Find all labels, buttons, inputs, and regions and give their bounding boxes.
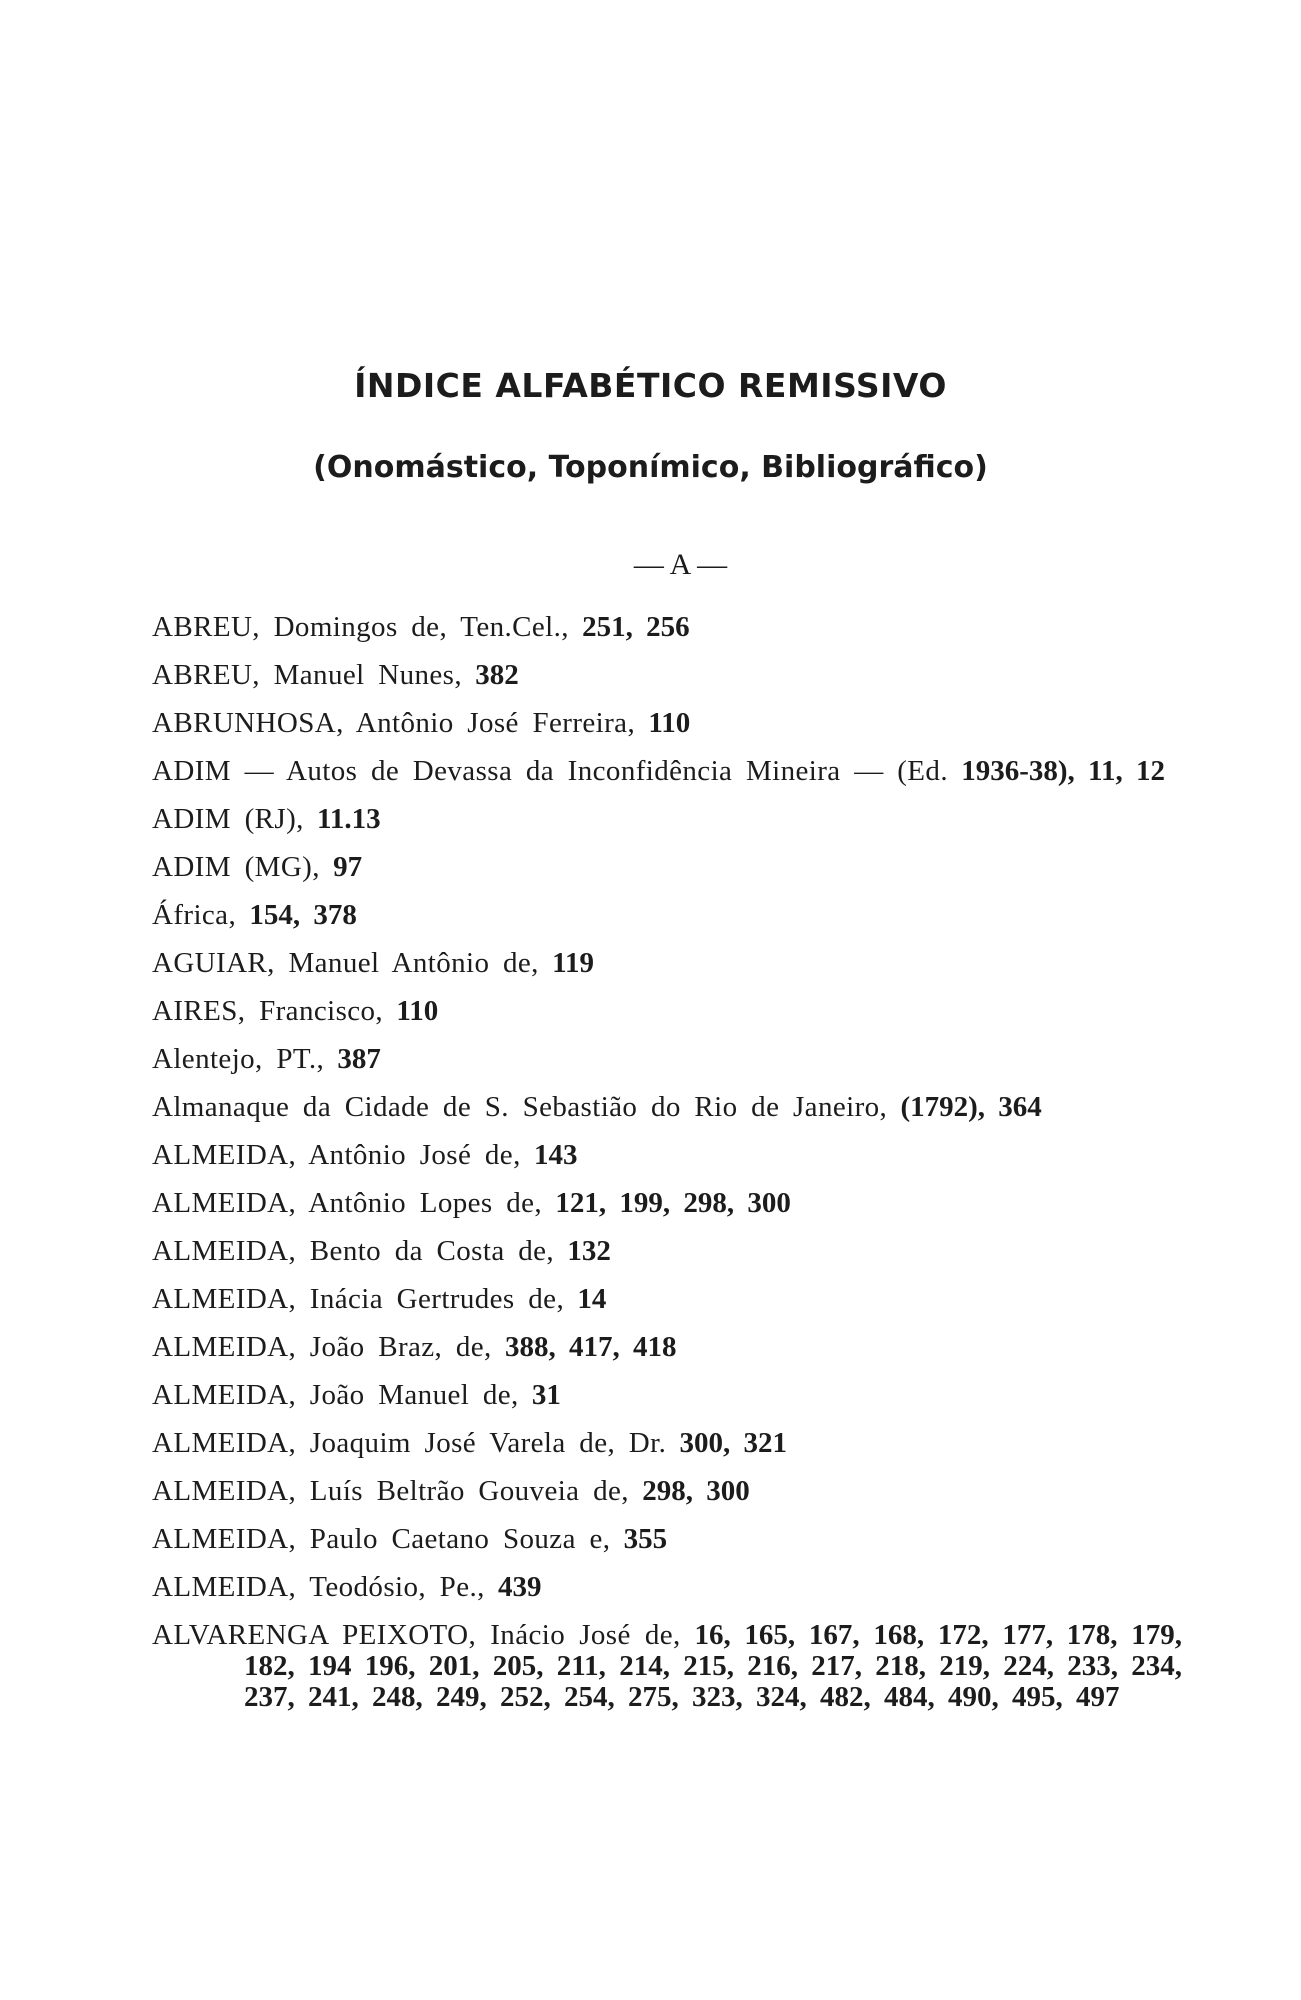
entry-refs: 110 xyxy=(648,707,691,739)
entry-name: ALMEIDA, Luís Beltrão Gouveia de, xyxy=(152,1475,629,1507)
entry-refs: 119 xyxy=(552,947,594,979)
index-entry xyxy=(152,756,1182,787)
entry-name: ABRUNHOSA, Antônio José Ferreira, xyxy=(152,707,636,739)
entry-refs: 154, 378 xyxy=(249,899,357,931)
entry-refs: 388, 417, 418 xyxy=(504,1331,677,1363)
entry-refs: 31 xyxy=(531,1379,561,1411)
section-letter: — A — xyxy=(633,548,728,581)
entry-name: ADIM (MG), xyxy=(152,851,320,883)
entry-name: ALMEIDA, Joaquim José Varela de, Dr. xyxy=(152,1427,667,1459)
index-entry xyxy=(152,1620,1182,1713)
entry-name: ALMEIDA, Antônio José de, xyxy=(152,1139,521,1171)
entry-name: ALMEIDA, Antônio Lopes de, xyxy=(152,1187,543,1219)
entry-refs: 143 xyxy=(533,1139,578,1171)
entry-name: Almanaque da Cidade de S. Sebastião do Rio de Janeiro, xyxy=(152,1091,888,1123)
entry-name: ALMEIDA, João Manuel de, xyxy=(152,1379,519,1411)
entry-name: Alentejo, PT., xyxy=(152,1043,325,1075)
entry-refs: 387 xyxy=(337,1043,381,1075)
entry-refs: (1792), 364 xyxy=(900,1091,1042,1123)
entry-name: ALMEIDA, Paulo Caetano Souza e, xyxy=(152,1523,611,1555)
entry-refs: 110 xyxy=(396,995,439,1027)
index-entry xyxy=(152,1236,1182,1267)
index-entry xyxy=(152,1284,1182,1315)
index-entry xyxy=(152,1140,1182,1171)
index-entry xyxy=(152,1044,1182,1075)
index-entry xyxy=(152,1188,1182,1219)
entry-refs: 97 xyxy=(333,851,363,883)
entry-name: ALMEIDA, João Braz, de, xyxy=(152,1331,492,1363)
index-entry xyxy=(152,1092,1182,1123)
entry-refs: 439 xyxy=(498,1571,542,1603)
entry-name: ADIM — Autos de Devassa da Inconfidência Mineira — (Ed. xyxy=(152,755,948,787)
index-entry xyxy=(152,612,1182,643)
entry-refs: 382 xyxy=(475,659,519,691)
entry-name: ABREU, Domingos de, Ten.Cel., xyxy=(152,611,569,643)
entry-refs: 1936-38), 11, 12 xyxy=(961,755,1165,787)
index-entry xyxy=(152,660,1182,691)
entry-name: AGUIAR, Manuel Antônio de, xyxy=(152,947,539,979)
index-entries xyxy=(152,612,1182,1730)
index-entry xyxy=(152,948,1182,979)
entry-refs: 11.13 xyxy=(317,803,381,835)
entry-name: ALMEIDA, Teodósio, Pe., xyxy=(152,1571,485,1603)
entry-name: ALVARENGA PEIXOTO, Inácio José de, xyxy=(152,1619,681,1651)
entry-name: AIRES, Francisco, xyxy=(152,995,384,1027)
index-entry xyxy=(152,1428,1182,1459)
index-entry xyxy=(152,1380,1182,1411)
entry-name: ABREU, Manuel Nunes, xyxy=(152,659,462,691)
index-entry xyxy=(152,852,1182,883)
index-entry xyxy=(152,1476,1182,1507)
page-title: ÍNDICE ALFABÉTICO REMISSIVO xyxy=(354,366,947,405)
entry-refs: 300, 321 xyxy=(679,1427,787,1459)
index-entry xyxy=(152,804,1182,835)
index-entry xyxy=(152,1332,1182,1363)
entry-name: ALMEIDA, Bento da Costa de, xyxy=(152,1235,555,1267)
entry-refs: 132 xyxy=(567,1235,611,1267)
page-subtitle: (Onomástico, Toponímico, Bibliográfico) xyxy=(313,450,988,485)
entry-refs: 14 xyxy=(577,1283,607,1315)
index-entry xyxy=(152,708,1182,739)
entry-name: África, xyxy=(152,899,237,931)
index-entry xyxy=(152,900,1182,931)
index-entry xyxy=(152,996,1182,1027)
index-entry xyxy=(152,1524,1182,1555)
index-entry xyxy=(152,1572,1182,1603)
entry-refs: 355 xyxy=(623,1523,668,1555)
entry-name: ADIM (RJ), xyxy=(152,803,304,835)
entry-refs: 251, 256 xyxy=(582,611,690,643)
entry-refs: 16, 165, 167, 168, 172, 177, 178, 179, 182, 194 196, 201, 205, 211, 214, 215, 216, 217, 218, 219, 224, 233, 234, 237, 241, 248, 249, 252, 254, 275, 323, 324, 482, 484, 490, 495, 497 xyxy=(244,1619,1183,1713)
entry-name: ALMEIDA, Inácia Gertrudes de, xyxy=(152,1283,565,1315)
entry-refs: 121, 199, 298, 300 xyxy=(555,1187,791,1219)
entry-refs: 298, 300 xyxy=(642,1475,750,1507)
